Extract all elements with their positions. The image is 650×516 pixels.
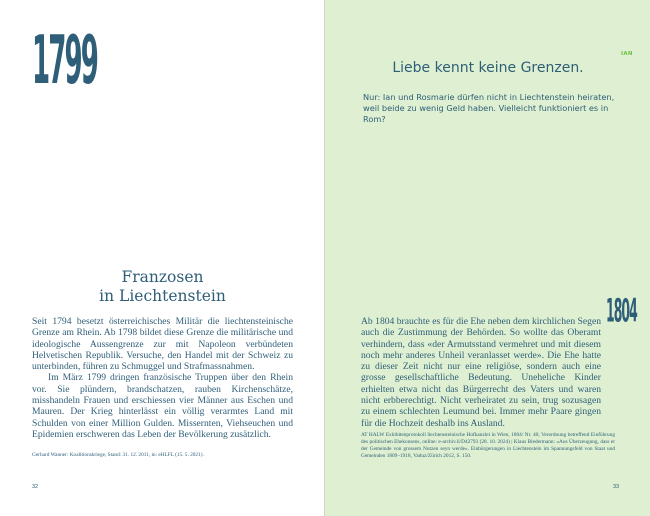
body-text-right: Ab 1804 brauchte es für die Ehe neben dem kirchlichen Segen auch die Zustimmung der Behörden. So wollte das Oberamt verhindern, dass «der Armutsstand vermehret und mit diesem noch mehr anderes Unheil veranlasset werde». Die Ehe hatte zu dieser Zeit nicht nur eine religiöse, sondern auch eine grosse gesellschaftliche Bedeutung. Uneheliche Kinder erhielten etwa nicht das Bürgerrecht des Vaters und waren nicht erbberechtigt. Nicht verheiratet zu sein, trug sozusagen zu einem schlechten Leumund bei. Immer mehr Paare gingen für die Hochzeit deshalb ins Ausland. — [361, 316, 601, 429]
page-number-right: 33 — [613, 484, 620, 490]
year-heading-left: 1799 — [32, 20, 98, 100]
right-page — [325, 0, 650, 516]
story-headline: Liebe kennt keine Grenzen. — [392, 60, 584, 76]
story-subhead: Nur: Ian und Rosmarie dürfen nicht in Liechtenstein heiraten, weil beide zu wenig Geld haben. Vielleicht funktioniert es in Rom? — [363, 92, 615, 124]
footnote-right: AT HALW Exhibitenprotokoll liechtensteinische Hofkanzlei in Wien, 1804/ Nr. 40; Verordnung betreffend Einführung des politischen Ehekonsens, online: e-archiv.li/D42793 (28. 10. 2024) | Klaus Biedermann: «Aus Überzeugung, dass er der Gemeinde von grossem Nutzen seyn werde». Einbürgerungen in Liechtenstein im Spannungsfeld von Staat und Gemeinden 1809–1918, Vaduz/Zürich 2012, S. 150. — [361, 432, 615, 459]
section-title-line2: in Liechtenstein — [99, 287, 226, 305]
paragraph-1: Seit 1794 besetzt österreichisches Militär die liechtensteinische Grenze am Rhein. Ab 1798 bildet diese Grenze die militärische und ideologische Aussengrenze zur mit Napoleon verbündeten Helvetischen Republik. Versuche, den Handel mit der Schweiz zu unterbinden, führen zu Schmuggel und Strafmassnahmen. — [32, 316, 293, 373]
section-title — [32, 268, 293, 306]
footnote-left: Gerhard Wanner: Koalitionskriege, Stand: 31. 12. 2011, in: eHLFL (15. 5. 2021). — [32, 452, 204, 458]
year-heading-right: 1804 — [606, 290, 637, 330]
page-number-left: 32 — [32, 484, 39, 490]
character-tag: IAN — [621, 51, 633, 57]
section-title-line1: Franzosen — [121, 268, 204, 286]
paragraph-2: Im März 1799 dringen französische Truppen über den Rhein vor. Sie plündern, brandschatzen, rauben Kirchenschätze, misshandeln Frauen und erschiessen vier Männer aus Eschen und Mauren. Der Krieg hinterlässt ein völlig verarmtes Land mit Schulden von einer Million Gulden. Missernten, Viehseuchen und Epidemien erschweren das Leben der Bevölkerung zusätzlich. — [32, 372, 293, 440]
page-gutter — [324, 0, 325, 516]
body-text-left — [32, 316, 293, 440]
